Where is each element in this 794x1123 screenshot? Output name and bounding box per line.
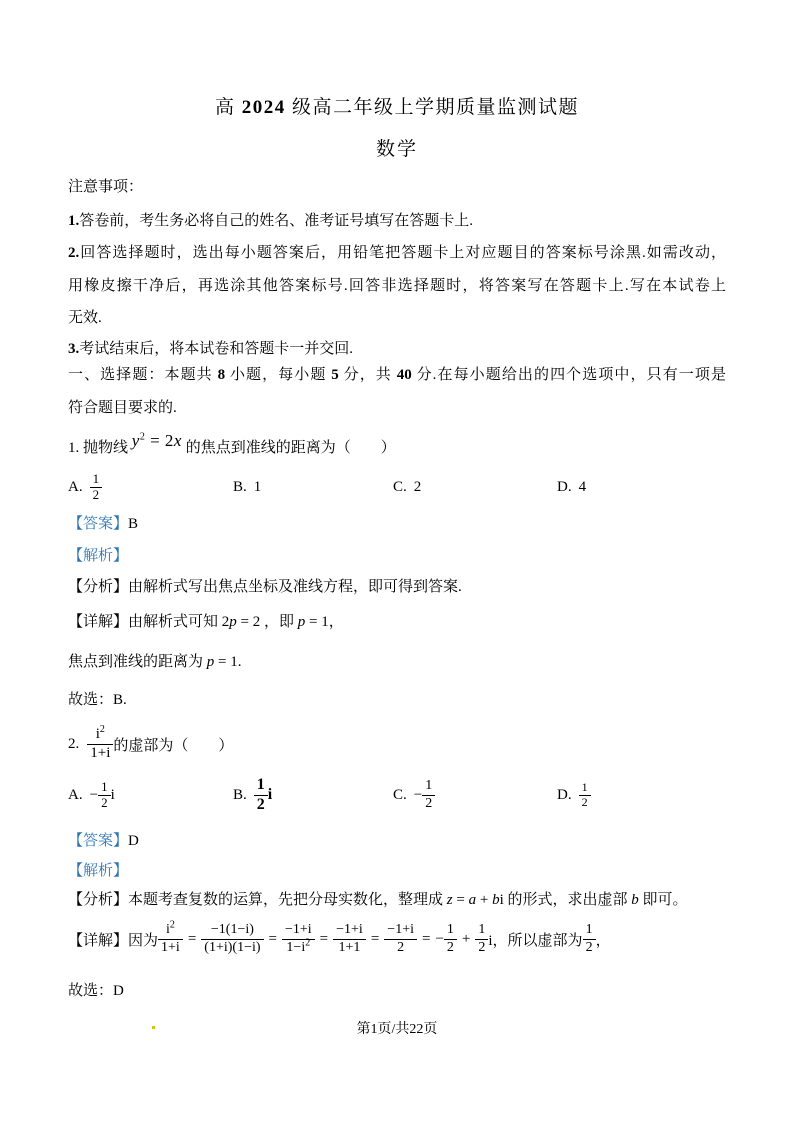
fraction-numerator: 1 [475, 922, 488, 939]
answer-value: D [128, 833, 139, 849]
fenxi-text-4: 的形式，求出虚部 [503, 892, 632, 908]
fenxi-text: 由解析式写出焦点坐标及准线方程，即可得到答案. [128, 579, 462, 595]
question-2-detail-line [68, 907, 611, 971]
exponent: 2 [169, 919, 175, 931]
question-1-option-b [233, 468, 261, 506]
option-d-label: D. [557, 786, 572, 803]
section-1-count: 8 [217, 367, 226, 383]
notice-item-2-line-1 [68, 242, 726, 264]
detail-text-2: = 2 ，即 [236, 614, 298, 630]
var-z: z [446, 892, 453, 908]
option-d-fraction [579, 781, 591, 810]
fraction-numerator [158, 919, 183, 939]
scan-artifact-dot [152, 1026, 155, 1029]
question-2-option-a [68, 770, 115, 820]
option-a-label: A. [68, 786, 83, 803]
formula-x: x [173, 431, 182, 450]
question-2-analysis-tag [68, 860, 726, 882]
fraction-denominator: 1+i [90, 744, 111, 761]
question-2-choice-line: 故选：D [68, 983, 124, 999]
notice-item-2-text-1: 回答选择题时，选出每小题答案后，用铅笔把答题卡上对应题目的答案标号涂黑.如需改动， [79, 245, 726, 261]
question-1-option-c [393, 468, 421, 506]
imaginary-i: i [165, 922, 170, 938]
option-a-label: A. [68, 478, 83, 495]
notice-item-3 [68, 338, 726, 360]
fraction-numerator [87, 726, 113, 744]
section-1-text-3: 分，共 [338, 367, 397, 383]
conclusion-text-1: 焦点到准线的距离为 [68, 654, 207, 670]
page-number-footer: 第1页/共22页 [356, 1022, 438, 1037]
question-1-conclusion-line [68, 651, 726, 673]
option-d-value: 4 [578, 478, 587, 495]
question-1-stem-post: 的焦点到准线的距离为（ ） [185, 440, 396, 456]
question-1-analysis-tag [68, 545, 726, 567]
minus-sign: − [435, 930, 444, 947]
answer-tag: 【答案】 [68, 516, 129, 532]
fraction-numerator: −1+i [282, 922, 315, 939]
option-b-value: 1 [253, 478, 262, 495]
var-a: a [468, 892, 477, 908]
detail-fraction-1 [158, 919, 183, 955]
fraction-denominator: 2 [581, 794, 588, 809]
option-d-label: D. [557, 478, 572, 495]
fraction-denominator: 2 [397, 939, 405, 955]
var-b: b [631, 892, 639, 908]
xiangjie-tag: 【详解】 [68, 614, 129, 630]
option-a-fraction [98, 780, 111, 811]
section-1-text-2: 小题，每小题 [225, 367, 332, 383]
question-1-choice-line: 故选：B. [68, 692, 127, 708]
question-1-analysis-line [68, 576, 726, 598]
section-1-header-line-1 [68, 364, 726, 386]
title-year: 2024 [241, 97, 286, 118]
fraction-denominator: 2 [425, 795, 433, 811]
question-2-stem [68, 714, 233, 774]
section-1-text-1: 一、选择题：本题共 [68, 367, 218, 383]
answer-value: B [128, 516, 139, 532]
title-post: 级高二年级上学期质量监测试题 [285, 97, 580, 118]
formula-y: y [131, 431, 140, 450]
equals-sign: = [268, 930, 277, 947]
fraction-denominator: 2 [446, 939, 454, 955]
fenxi-text-3: + [476, 892, 493, 908]
question-2-answer-line [68, 830, 726, 852]
fraction-denominator [282, 936, 315, 956]
fraction-denominator: 2 [256, 795, 265, 813]
equals-sign: = [421, 930, 431, 947]
jiexi-tag: 【解析】 [68, 548, 129, 564]
plus-sign: + [461, 930, 471, 947]
detail-text-1: 由解析式可知 2 [128, 614, 230, 630]
fraction-denominator: 2 [585, 939, 593, 955]
option-b-label: B. [233, 786, 247, 803]
exponent: 2 [99, 724, 105, 736]
fraction-numerator: 1 [444, 922, 457, 939]
notice-item-1-text: 答卷前，考生务必将自己的姓名、准考证号填写在答题卡上. [79, 213, 474, 229]
fenxi-text-1: 本题考查复数的运算，先把分母实数化，整理成 [128, 892, 447, 908]
section-1-header-line-2: 符合题目要求的. [68, 400, 177, 416]
jiexi-tag: 【解析】 [68, 863, 129, 879]
fenxi-text-2: = [452, 892, 469, 908]
option-c-label: C. [393, 786, 407, 803]
equals-sign: = [370, 930, 380, 947]
fraction-denominator: 2 [101, 794, 108, 810]
exponent: 2 [305, 936, 311, 948]
fraction-numerator: −1+i [333, 922, 366, 939]
section-1-text-4: 分.在每小题给出的四个选项中，只有一项是 [411, 367, 726, 383]
var-p: p [229, 614, 237, 630]
fenxi-tag: 【分析】 [68, 892, 129, 908]
imaginary-i: i [499, 892, 504, 908]
subject-heading: 数学 [375, 139, 418, 160]
question-1-stem [68, 431, 726, 459]
question-2-fraction [87, 726, 113, 762]
answer-tag: 【答案】 [68, 833, 129, 849]
fraction-numerator: −1(1−i) [201, 922, 263, 939]
question-1-stem-pre: 抛物线 [83, 440, 129, 456]
fraction-denominator: 2 [92, 486, 100, 502]
option-c-label: C. [393, 478, 407, 495]
var-p: p [297, 614, 306, 630]
fraction-denominator: 1+i [161, 939, 180, 955]
question-1-answer-line [68, 513, 726, 535]
page-title [0, 97, 794, 119]
question-1-number: 1. [68, 440, 80, 456]
question-1-detail-line [68, 611, 726, 633]
notice-heading: 注意事项： [68, 179, 144, 195]
fenxi-text-5: 即可。 [638, 892, 688, 908]
conclusion-text-2: = 1. [214, 654, 242, 670]
option-c-fraction [422, 778, 435, 811]
option-a-fraction [90, 472, 103, 503]
notice-item-2-line-2: 用橡皮擦干净后，再选涂其他答案标号.回答非选择题时，将答案写在答题卡上.写在本试卷上 [68, 278, 726, 294]
section-1-points-each: 5 [331, 367, 339, 383]
notice-item-2-number: 2. [68, 245, 80, 261]
question-2-option-d [557, 770, 591, 820]
var-b: b [492, 892, 500, 908]
detail-text-3: = 1， [305, 614, 344, 630]
question-2-stem-post: 的虚部为（ ） [113, 737, 234, 754]
minus-sign: − [89, 786, 99, 803]
fenxi-tag: 【分析】 [68, 579, 129, 595]
notice-item-2-line-3: 无效. [68, 310, 102, 326]
denominator-base: 1−i [286, 939, 306, 955]
xiangjie-tag: 【详解】 [68, 932, 129, 949]
question-1-option-a [68, 468, 102, 506]
minus-sign: − [413, 786, 423, 803]
notice-item-3-number: 3. [68, 341, 80, 357]
detail-fraction-8 [583, 922, 596, 955]
equals-sign: = [187, 930, 197, 947]
title-pre: 高 [214, 97, 242, 118]
formula-exponent: 2 [139, 431, 146, 443]
fraction-numerator: 1 [579, 781, 591, 796]
fraction-numerator: 1 [254, 776, 268, 795]
question-1-formula [132, 431, 182, 450]
detail-text-1: 因为 [128, 932, 159, 949]
imaginary-i: i [95, 726, 100, 743]
detail-fraction-6 [444, 922, 457, 955]
fraction-denominator: (1+i)(1−i) [204, 939, 261, 955]
formula-equals: = 2 [145, 431, 174, 450]
question-2-option-c [393, 770, 435, 820]
option-b-label: B. [233, 478, 247, 495]
fraction-numerator: 1 [90, 472, 103, 488]
imaginary-i: i [110, 786, 115, 803]
notice-item-1 [68, 210, 726, 232]
notice-item-3-text: 考试结束后，将本试卷和答题卡一并交回. [79, 341, 354, 357]
detail-fraction-2 [201, 922, 263, 955]
var-p: p [206, 654, 215, 670]
fraction-numerator: 1 [583, 922, 596, 939]
option-c-value: 2 [413, 478, 422, 495]
detail-text-2: i，所以虚部为 [488, 932, 583, 949]
question-2-option-b [233, 770, 272, 820]
fraction-numerator: −1+i [384, 922, 417, 939]
detail-text-3: ， [595, 932, 611, 949]
option-b-fraction [254, 776, 268, 814]
section-1-points-total: 40 [396, 367, 412, 383]
fraction-denominator: 1+1 [338, 939, 361, 955]
question-2-number: 2. [68, 735, 80, 752]
imaginary-i: i [267, 786, 273, 803]
detail-fraction-5 [384, 922, 417, 955]
equals-sign: = [319, 930, 329, 947]
fraction-numerator: 1 [98, 780, 111, 796]
notice-item-1-number: 1. [68, 213, 80, 229]
question-1-option-d [557, 468, 586, 506]
fraction-numerator: 1 [422, 778, 435, 795]
detail-fraction-7 [475, 922, 488, 955]
detail-fraction-3 [282, 922, 315, 955]
fraction-denominator: 2 [478, 939, 486, 955]
detail-fraction-4 [333, 922, 366, 955]
